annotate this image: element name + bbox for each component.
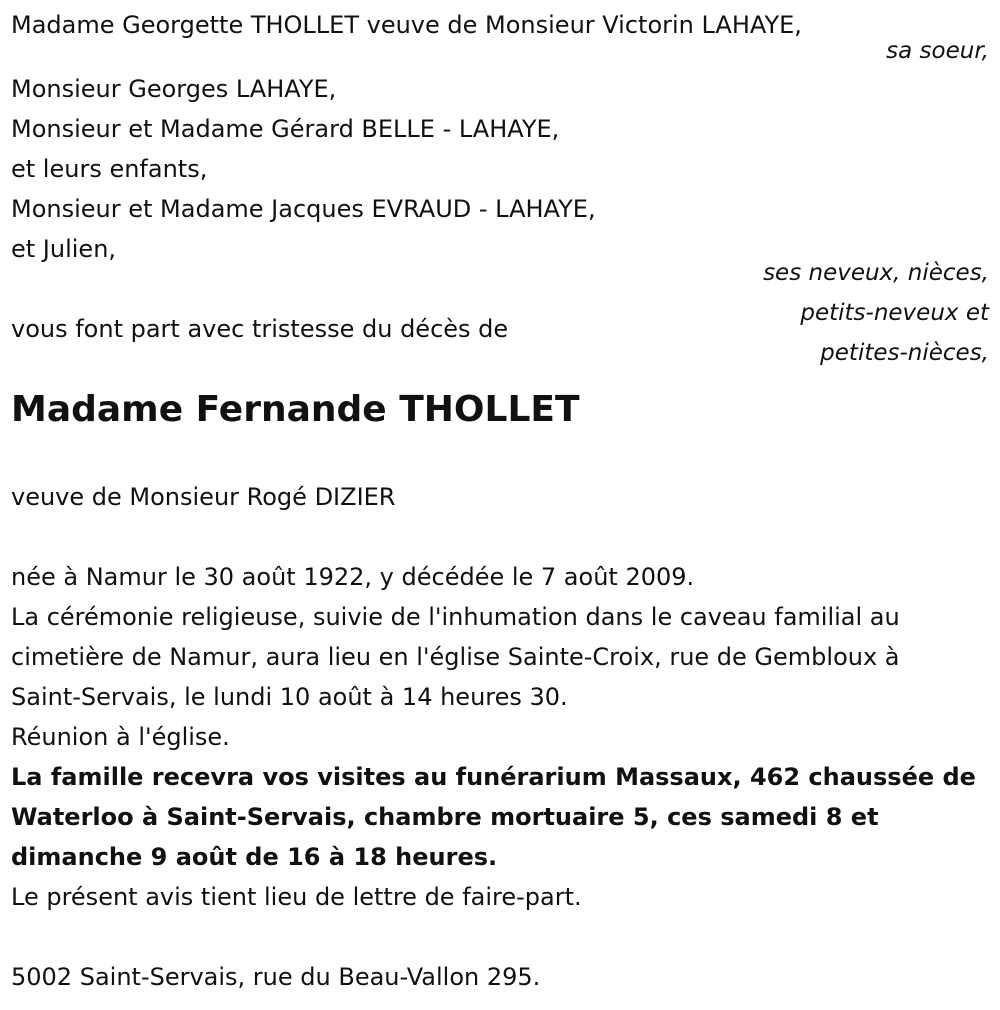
family-line-4: Monsieur et Madame Jacques EVRAUD - LAHAYE,	[11, 195, 596, 223]
details-line-3: cimetière de Namur, aura lieu en l'église Sainte-Croix, rue de Gembloux à	[11, 643, 900, 671]
notice-line: Le présent avis tient lieu de lettre de faire-part.	[11, 883, 582, 911]
widow-of-line: veuve de Monsieur Rogé DIZIER	[11, 483, 396, 511]
address-line: 5002 Saint-Servais, rue du Beau-Vallon 295.	[11, 963, 541, 991]
visits-line-3: dimanche 9 août de 16 à 18 heures.	[11, 843, 498, 871]
sister-line: Madame Georgette THOLLET veuve de Monsieur Victorin LAHAYE,	[11, 11, 802, 39]
sister-role: sa soeur,	[886, 38, 989, 64]
visits-line-2: Waterloo à Saint-Servais, chambre mortuaire 5, ces samedi 8 et	[11, 803, 879, 831]
family-role-line-2: petits-neveux et	[800, 300, 989, 326]
family-role-line-1: ses neveux, nièces,	[763, 260, 989, 286]
family-line-3: et leurs enfants,	[11, 155, 208, 183]
family-line-5: et Julien,	[11, 235, 117, 263]
intro-line: vous font part avec tristesse du décès de	[11, 315, 509, 343]
visits-line-1: La famille recevra vos visites au funérarium Massaux, 462 chaussée de	[11, 763, 976, 791]
family-line-1: Monsieur Georges LAHAYE,	[11, 75, 337, 103]
details-line-5: Réunion à l'église.	[11, 723, 230, 751]
family-line-2: Monsieur et Madame Gérard BELLE - LAHAYE,	[11, 115, 560, 143]
family-role-line-3: petites-nièces,	[820, 340, 989, 366]
details-line-4: Saint-Servais, le lundi 10 août à 14 heures 30.	[11, 683, 568, 711]
details-line-2: La cérémonie religieuse, suivie de l'inhumation dans le caveau familial au	[11, 603, 900, 631]
deceased-name: Madame Fernande THOLLET	[11, 389, 580, 430]
details-line-1: née à Namur le 30 août 1922, y décédée le 7 août 2009.	[11, 563, 695, 591]
